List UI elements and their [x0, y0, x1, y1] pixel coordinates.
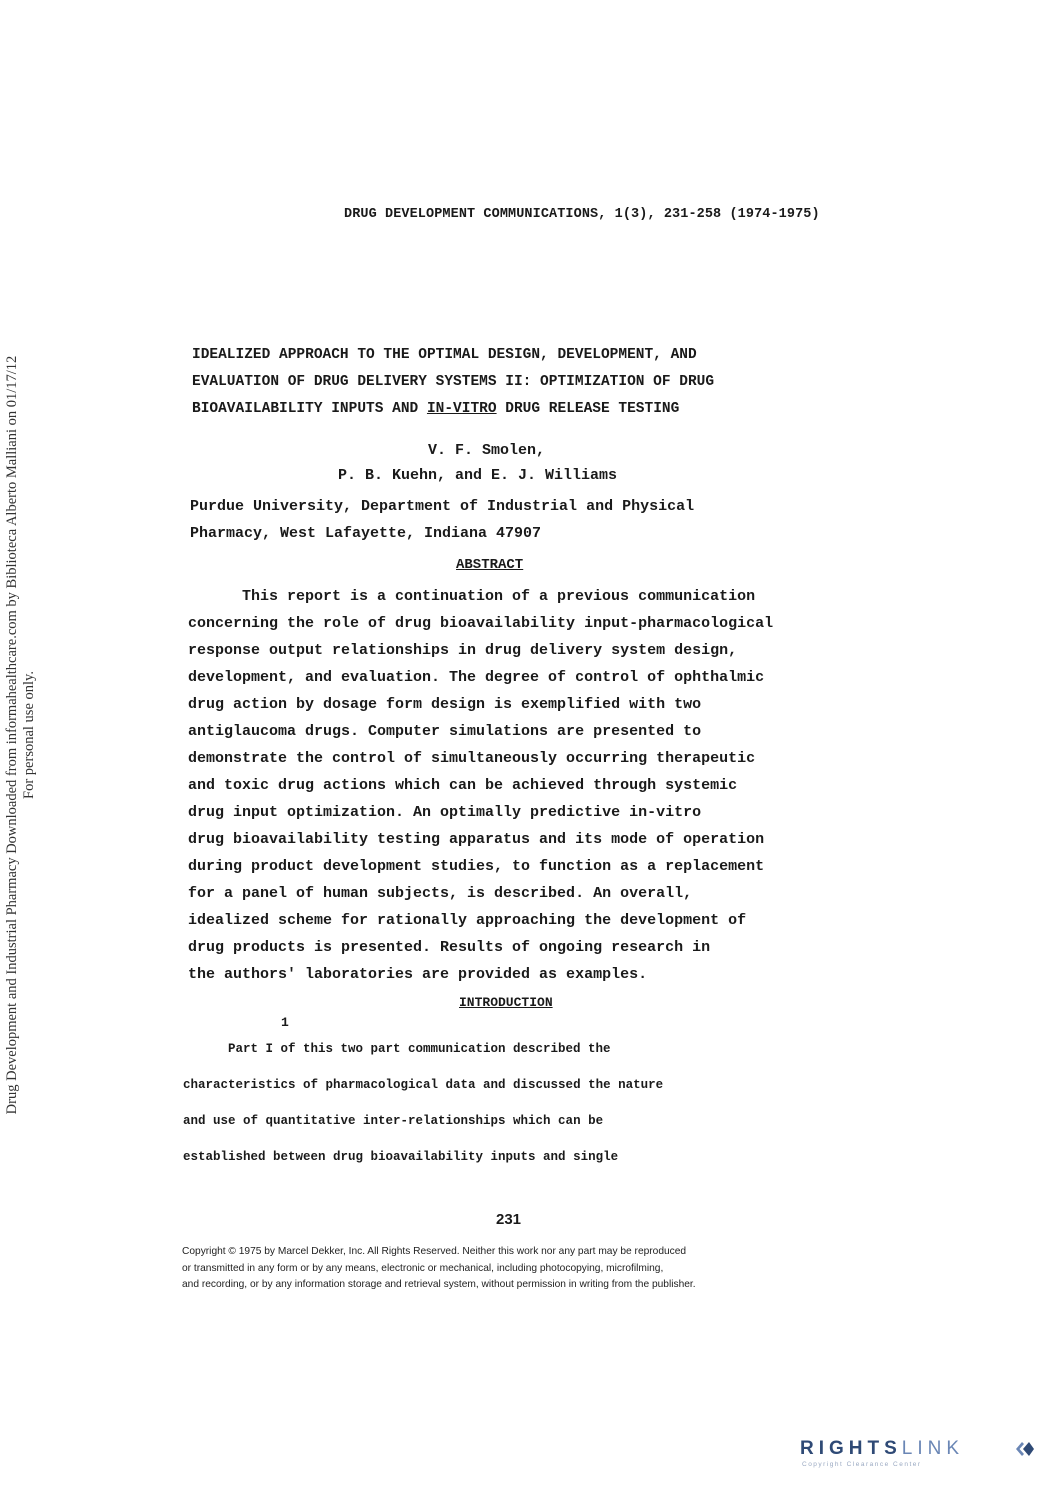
logo-tagline: Copyright Clearance Center — [802, 1461, 922, 1468]
abstract-line: and toxic drug actions which can be achieved through systemic — [188, 777, 738, 794]
abstract-line: demonstrate the control of simultaneously occurring therapeutic — [188, 750, 756, 767]
abstract-body — [188, 583, 908, 988]
logo-link-text: LINK — [901, 1438, 965, 1459]
title-line-3 — [192, 396, 892, 423]
abstract-line: drug action by dosage form design is exemplified with two — [188, 696, 702, 713]
download-note: Drug Development and Industrial Pharmacy Downloaded from informahealthcare.com by Biblioteca Alberto Malliani on 01/17/12 — [4, 355, 20, 1115]
download-watermark — [4, 285, 38, 1185]
copyright-line: Copyright © 1975 by Marcel Dekker, Inc. All Rights Reserved. Neither this work nor any part may be reproduced — [182, 1246, 687, 1257]
author-line-2: P. B. Kuehn, and E. J. Williams — [338, 467, 618, 484]
rightslink-logo[interactable] — [800, 1438, 1035, 1472]
affiliation-line-1: Purdue University, Department of Industrial and Physical — [190, 498, 695, 515]
abstract-line: idealized scheme for rationally approaching the development of — [188, 912, 747, 929]
abstract-line: This report is a continuation of a previous communication — [242, 588, 756, 605]
paper-title — [192, 342, 892, 423]
abstract-line: antiglaucoma drugs. Computer simulations are presented to — [188, 723, 702, 740]
rightslink-wordmark — [800, 1438, 964, 1460]
introduction-body — [183, 1031, 883, 1175]
page-number: 231 — [496, 1211, 522, 1228]
journal-citation: DRUG DEVELOPMENT COMMUNICATIONS, 1(3), 231-258 (1974-1975) — [344, 207, 820, 222]
introduction-heading: INTRODUCTION — [459, 995, 553, 1010]
abstract-line: for a panel of human subjects, is described. An overall, — [188, 885, 693, 902]
abstract-line: drug bioavailability testing apparatus and its mode of operation — [188, 831, 765, 848]
personal-use-note: For personal use only. — [21, 671, 37, 799]
abstract-line: drug input optimization. An optimally predictive in-vitro — [188, 804, 702, 821]
intro-line: characteristics of pharmacological data and discussed the nature — [183, 1078, 664, 1092]
abstract-line: development, and evaluation. The degree of control of ophthalmic — [188, 669, 765, 686]
title-line-2: EVALUATION OF DRUG DELIVERY SYSTEMS II: OPTIMIZATION OF DRUG — [192, 374, 715, 390]
intro-line: Part I of this two part communication described the — [228, 1042, 611, 1056]
abstract-line: the authors' laboratories are provided as examples. — [188, 966, 648, 983]
author-line-1: V. F. Smolen, — [428, 442, 546, 459]
logo-rights-text: RIGHTS — [800, 1438, 902, 1459]
side-margin — [0, 0, 50, 1500]
title-in-vitro: IN-VITRO — [426, 401, 497, 417]
intro-line: and use of quantitative inter-relationships which can be — [183, 1114, 604, 1128]
reference-superscript: 1 — [281, 1015, 289, 1030]
copyright-line: and recording, or by any information storage and retrieval system, without permission in writing from the publisher. — [182, 1279, 696, 1290]
intro-line: established between drug bioavailability inputs and single — [183, 1150, 619, 1164]
abstract-line: drug products is presented. Results of ongoing research in — [188, 939, 711, 956]
title-line-3-end: DRUG RELEASE TESTING — [496, 401, 680, 417]
abstract-line: during product development studies, to function as a replacement — [188, 858, 765, 875]
copyright-notice — [182, 1244, 882, 1294]
abstract-line: response output relationships in drug delivery system design, — [188, 642, 738, 659]
title-line-3-start: BIOAVAILABILITY INPUTS AND — [192, 401, 427, 417]
affiliation — [190, 493, 694, 547]
affiliation-line-2: Pharmacy, West Lafayette, Indiana 47907 — [190, 525, 542, 542]
rightslink-arrow-icon — [1013, 1439, 1035, 1459]
copyright-line: or transmitted in any form or by any means, electronic or mechanical, including photocopying, microfilming, — [182, 1262, 664, 1274]
abstract-line: concerning the role of drug bioavailability input-pharmacological — [188, 615, 774, 632]
abstract-heading: ABSTRACT — [456, 557, 524, 573]
title-line-1: IDEALIZED APPROACH TO THE OPTIMAL DESIGN, DEVELOPMENT, AND — [192, 347, 697, 363]
